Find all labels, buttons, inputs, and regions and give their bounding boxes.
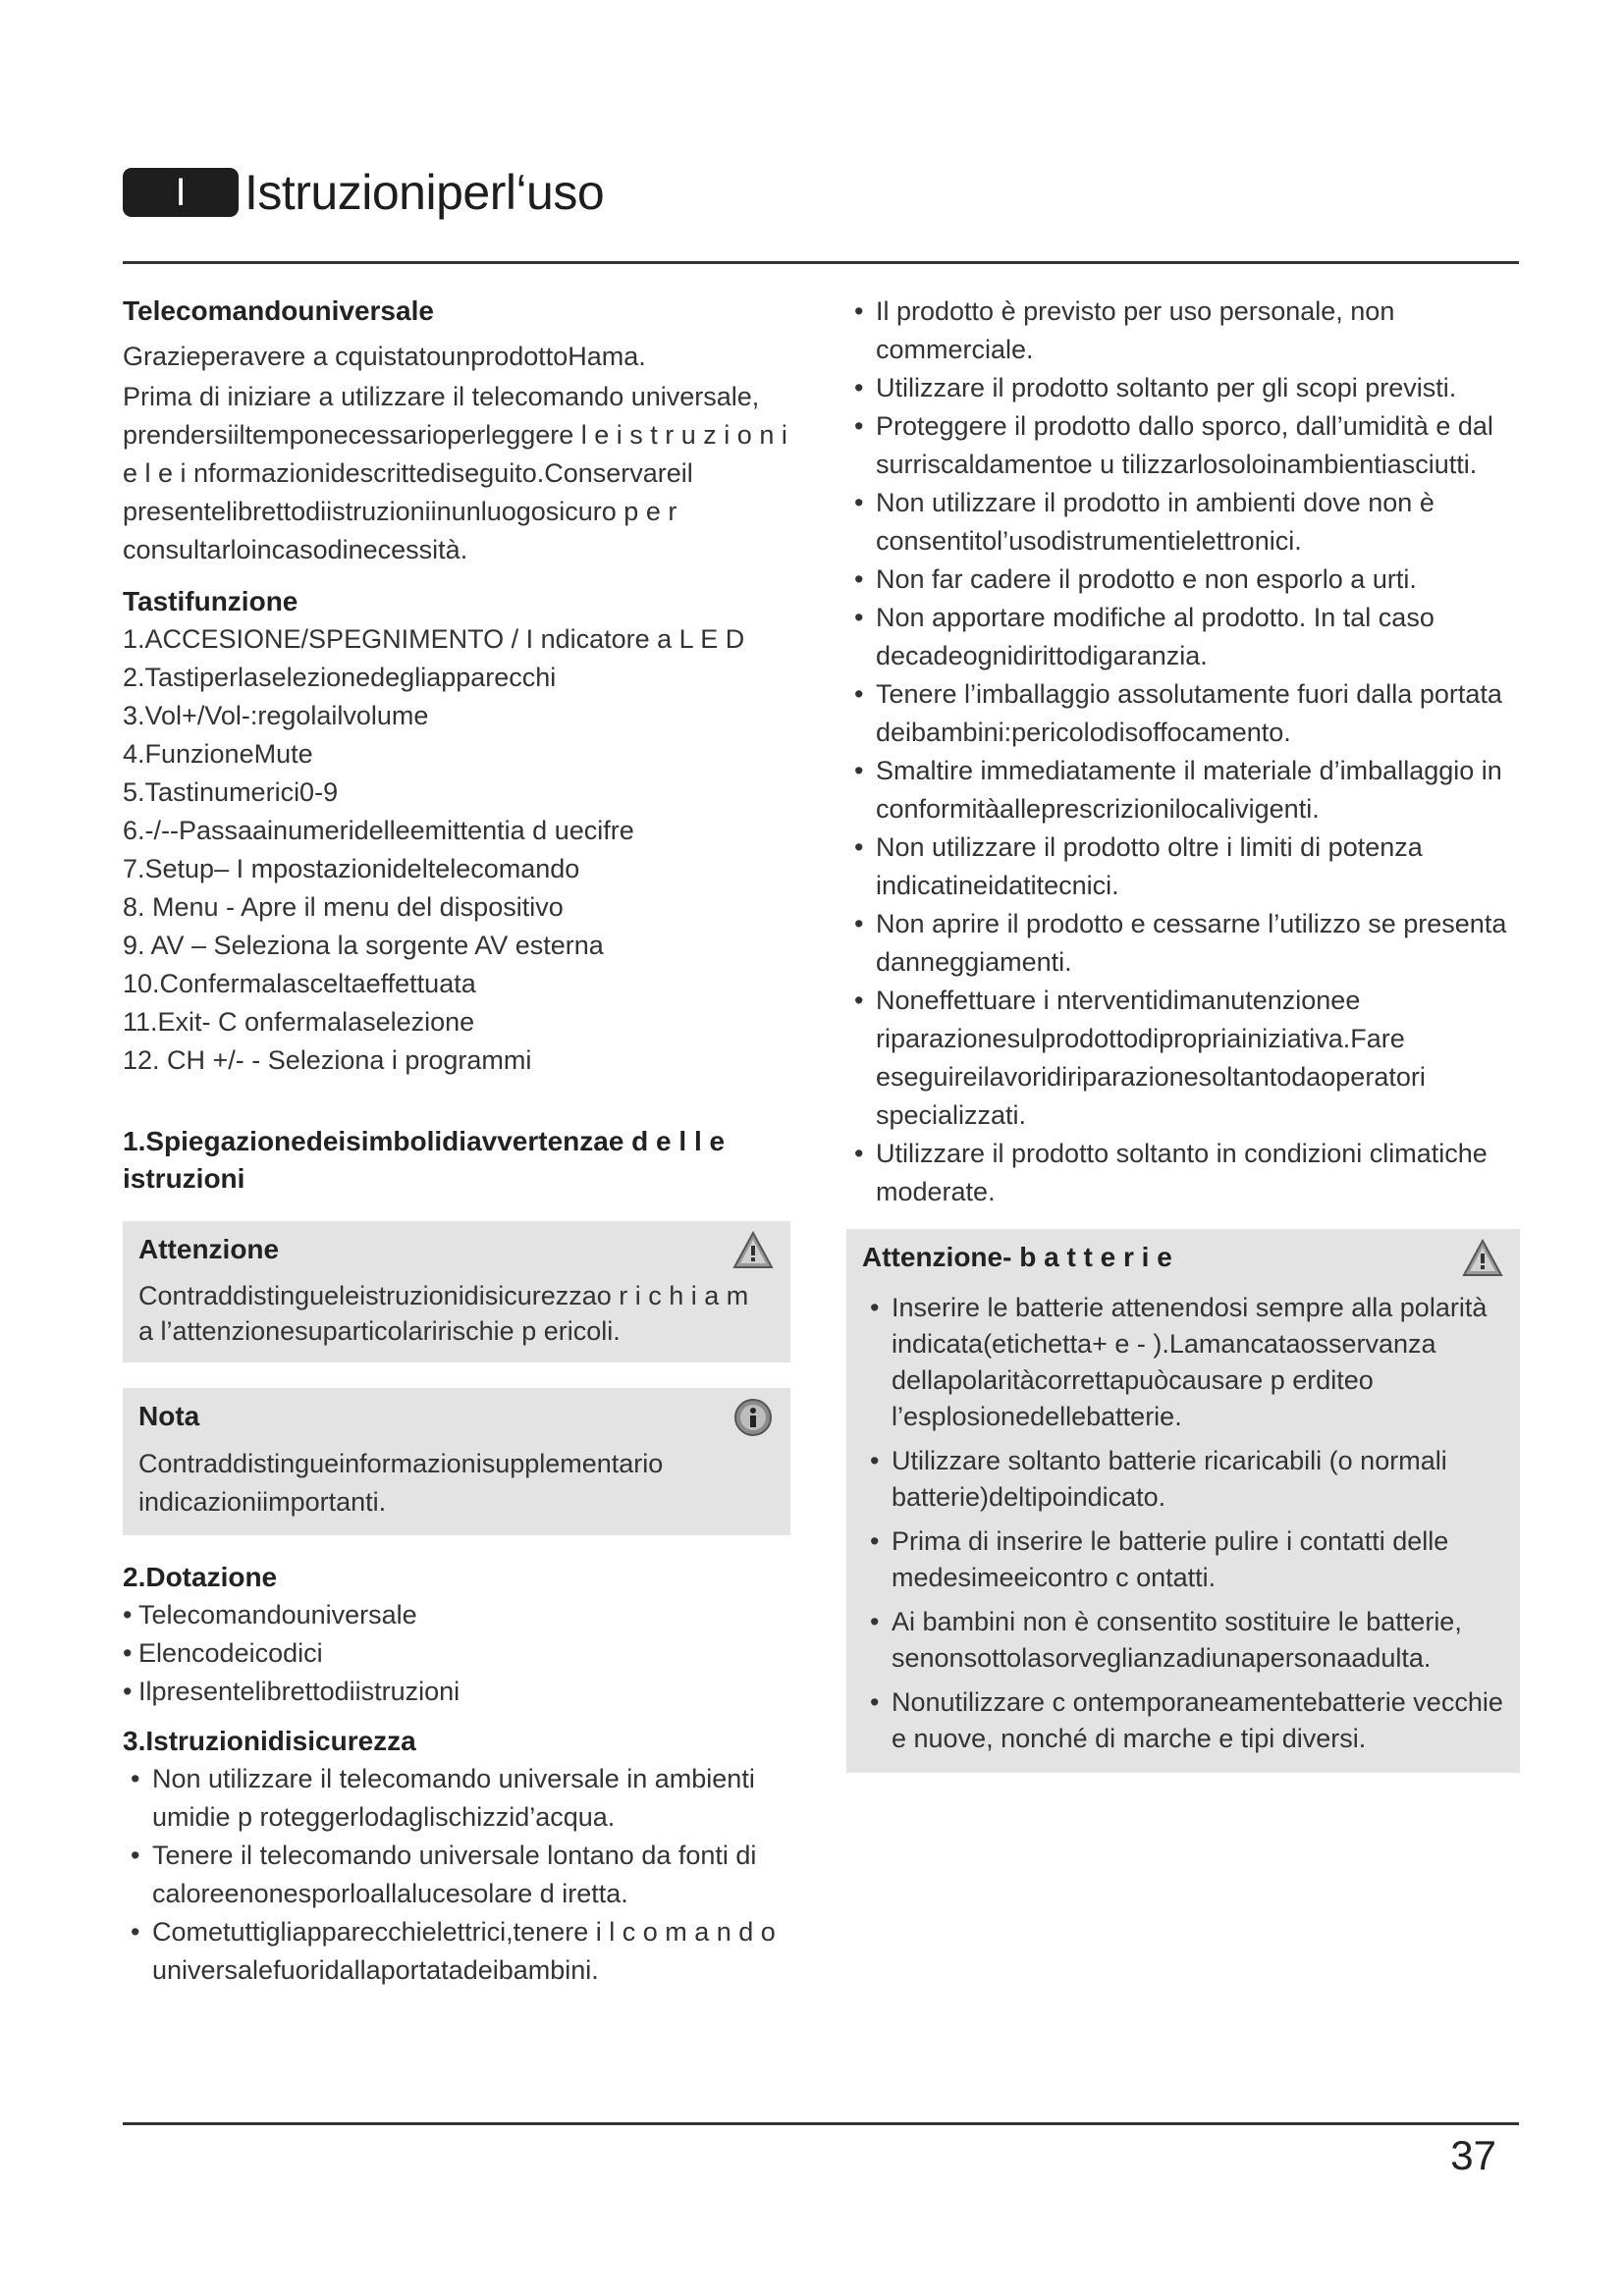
intro-thanks: Grazieperavere a cquistatounprodottoHama. [123, 342, 646, 371]
list-item: 3.Vol+/Vol-:regolailvolume [123, 701, 429, 730]
list-item: • Utilizzare il prodotto soltanto in condizioni climatiche moderate. [846, 1135, 1520, 1211]
list-item: 7.Setup– I mpostazionideltelecomando [123, 854, 580, 883]
battery-warning-box [846, 1229, 1520, 1773]
list-item: • Il prodotto è previsto per uso personale, non commerciale. [846, 293, 1520, 369]
list-item: 10.Confermalasceltaeffettuata [123, 969, 476, 998]
section3-heading: 3.Istruzionidisicurezza [123, 1726, 416, 1756]
info-circle-icon [731, 1396, 775, 1439]
list-item: • Utilizzare il prodotto soltanto per gli scopi previsti. [846, 369, 1520, 407]
list-item: • Inserire le batterie attenendosi sempre alla polarità indicata(etichetta+ e - ).Lamancataosservanza dellapolaritàcorrettapuòcausare p erditeo l’esplosionedellebatterie. [862, 1290, 1504, 1435]
warning-triangle-icon [1461, 1237, 1504, 1280]
bottom-divider [123, 2122, 1519, 2125]
page-header [123, 165, 604, 220]
list-item: • Non utilizzare il prodotto in ambienti dove non è consentitol’usodistrumentielettronici. [846, 484, 1520, 561]
section2-heading: 2.Dotazione [123, 1562, 278, 1592]
battery-warning-title: Attenzione- b a t t e r i e [862, 1242, 1172, 1272]
list-item: • Utilizzare soltanto batterie ricaricabili (o normali batterie)deltipoindicato. [862, 1443, 1504, 1516]
attention-text: Contraddistingueleistruzionidisicurezzao r i c h i a m a l’attenzionesuparticolaririschie p ericoli. [138, 1281, 749, 1346]
list-item: • Non apportare modifiche al prodotto. In tal caso decadeognidirittodigaranzia. [846, 599, 1520, 675]
list-item: • Cometuttigliapparecchielettrici,tenere i l c o m a n d o universalefuoridallaportatadeibambini. [123, 1913, 790, 1990]
list-item: • Tenere l’imballaggio assolutamente fuori dalla portata deibambini:pericolodisoffocamento. [846, 675, 1520, 752]
attention-title: Attenzione [138, 1234, 280, 1264]
intro-heading: Telecomandouniversale [123, 295, 434, 326]
note-title: Nota [138, 1401, 200, 1431]
safety-list-continued [846, 293, 1520, 1211]
list-item: • Proteggere il prodotto dallo sporco, dall’umidità e dal surriscaldamentoe u tilizzarlosoloinambientiasciutti. [846, 407, 1520, 484]
list-item: 9. AV – Seleziona la sorgente AV esterna [123, 931, 604, 960]
top-divider [123, 261, 1519, 264]
list-item: • Smaltire immediatamente il materiale d’imballaggio in conformitàalleprescrizionilocalivigenti. [846, 752, 1520, 828]
left-column [123, 293, 790, 1990]
list-item: • Non aprire il prodotto e cessarne l’utilizzo se presenta danneggiamenti. [846, 905, 1520, 982]
right-column [846, 293, 1520, 1773]
list-item: • Non utilizzare il prodotto oltre i limiti di potenza indicatineidatitecnici. [846, 828, 1520, 905]
page-number: 37 [1450, 2132, 1496, 2178]
note-text: Contraddistingueinformazionisupplementario indicazioniimportanti. [138, 1449, 664, 1517]
list-item: • Non far cadere il prodotto e non esporlo a urti. [846, 561, 1520, 599]
list-item: • Ilpresentelibrettodiistruzioni [123, 1673, 790, 1711]
section1-heading: 1.Spiegazionedeisimbolidiavvertenzae d e l l e istruzioni [123, 1126, 726, 1194]
page-title: Istruzioniperl‘uso [244, 165, 605, 220]
language-badge: I [123, 168, 239, 217]
list-item: • Non utilizzare il telecomando universale in ambienti umidie p roteggerlodaglischizzid’acqua. [123, 1760, 790, 1837]
intro-paragraph: Prima di iniziare a utilizzare il telecomando universale, prendersiiltemponecessarioperleggere l e i s t r u z i o n i e l e i nformazionidescrittediseguito.Conservareil presentelibrettodiistruzioniinunluogosicuro p e r consultarloincasodinecessità. [123, 382, 787, 564]
list-item: 12. CH +/- - Seleziona i programmi [123, 1045, 532, 1075]
list-item: • Tenere il telecomando universale lontano da fonti di caloreenonesporloallalucesolare d iretta. [123, 1837, 790, 1913]
safety-list [123, 1760, 790, 1990]
list-item: • Nonutilizzare c ontemporaneamentebatterie vecchie e nuove, nonché di marche e tipi diversi. [862, 1684, 1504, 1757]
attention-box [123, 1221, 790, 1362]
list-item: 6.-/--Passaainumeridelleemittentia d uecifre [123, 816, 634, 845]
contents-list [123, 1596, 790, 1711]
list-item: 1.ACCESIONE/SPEGNIMENTO / I ndicatore a L E D [123, 624, 745, 654]
list-item: • Prima di inserire le batterie pulire i contatti delle medesimeeicontro c ontatti. [862, 1523, 1504, 1596]
list-item: 5.Tastinumerici0-9 [123, 777, 339, 807]
list-item: 4.FunzioneMute [123, 739, 313, 769]
note-box [123, 1388, 790, 1535]
list-item: 11.Exit- C onfermalaselezione [123, 1007, 475, 1037]
keys-list [123, 620, 790, 1080]
list-item: 8. Menu - Apre il menu del dispositivo [123, 892, 564, 922]
list-item: • Ai bambini non è consentito sostituire le batterie, senonsottolasorveglianzadiunapersonaadulta. [862, 1604, 1504, 1677]
list-item: • Noneffettuare i nterventidimanutenzionee riparazionesulprodottodipropriainiziativa.Fare eseguireilavoridiriparazionesoltantodaoperatori specializzati. [846, 982, 1520, 1135]
battery-warning-list [862, 1290, 1504, 1757]
list-item: • Elencodeicodici [123, 1634, 790, 1673]
keys-heading: Tastifunzione [123, 586, 298, 616]
list-item: • Telecomandouniversale [123, 1596, 790, 1634]
list-item: 2.Tastiperlaselezionedegliapparecchi [123, 663, 557, 692]
warning-triangle-icon [731, 1229, 775, 1272]
